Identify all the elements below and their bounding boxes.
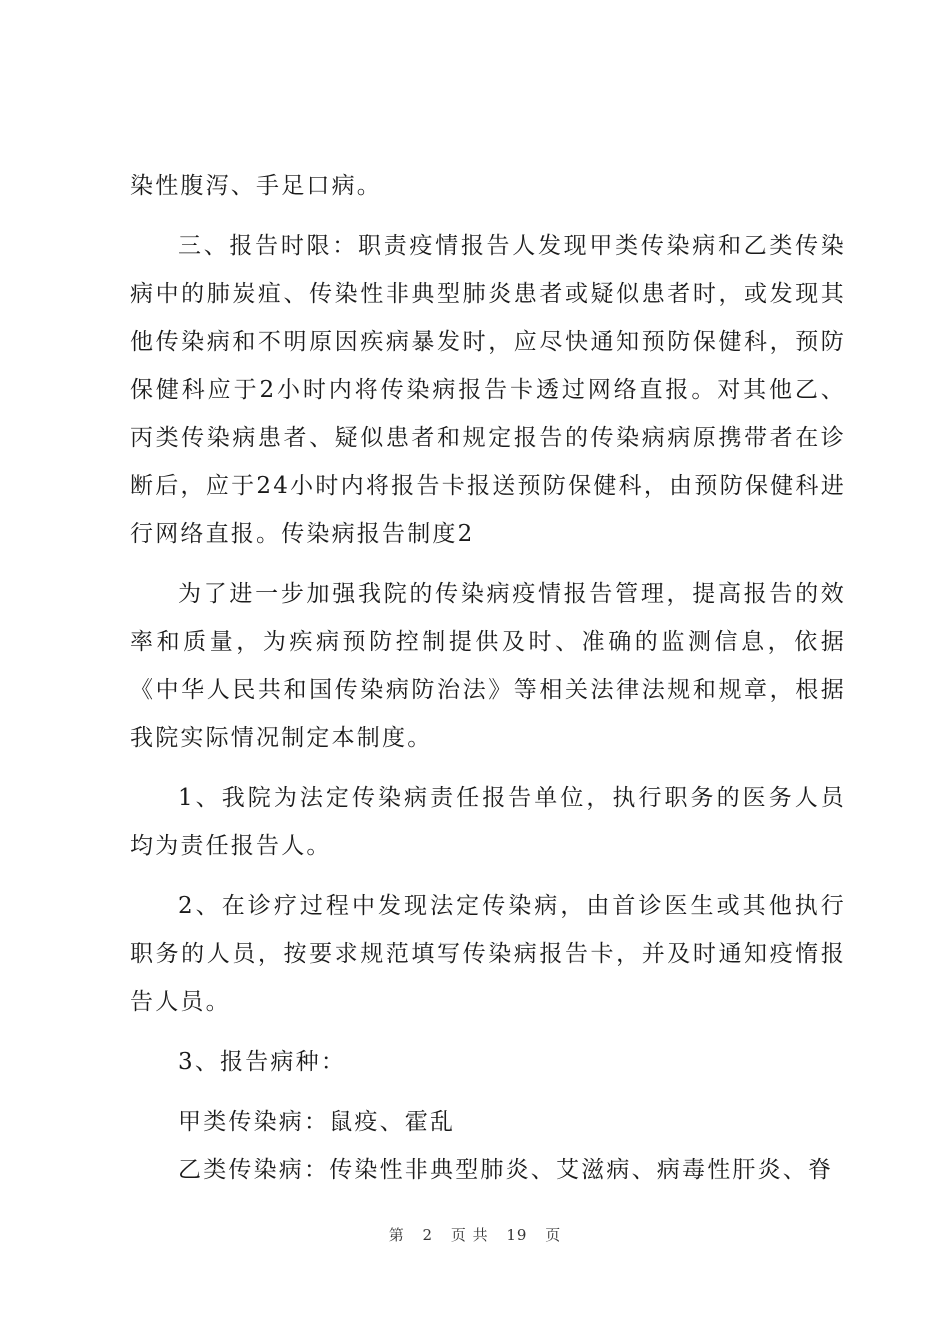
paragraph-8: 乙类传染病：传染性非典型肺炎、艾滋病、病毒性肝炎、脊 [178, 1157, 834, 1183]
paragraph-7: 甲类传染病：鼠疫、霍乱 [178, 1109, 456, 1135]
footer-current-page: 2 [422, 1226, 434, 1244]
footer-total-pages: 19 [506, 1226, 528, 1244]
paragraph-4: 1、我院为法定传染病责任报告单位，执行职务的医务人员均为责任报告人。 [130, 785, 846, 859]
paragraph-5: 2、在诊疗过程中发现法定传染病，由首诊医生或其他执行职务的人员，按要求规范填写传染病报告卡，并及时通知疫惰报告人员。 [130, 893, 846, 1015]
document-body [130, 162, 846, 1206]
paragraph-3: 为了进一步加强我院的传染病疫情报告管理，提高报告的效率和质量，为疾病预防控制提供及时、准确的监测信息，依据《中华人民共和国传染病防治法》等相关法律法规和规章，根据我院实际情况制定本制度。 [130, 581, 846, 751]
paragraph-2: 三、报告时限：职责疫情报告人发现甲类传染病和乙类传染病中的肺炭疽、传染性非典型肺炎患者或疑似患者时，或发现其他传染病和不明原因疾病暴发时，应尽快通知预防保健科，预防保健科应于2小时内将传染病报告卡透过网络直报。对其他乙、丙类传染病患者、疑似患者和规定报告的传染病病原携带者在诊断后，应于24小时内将报告卡报送预防保健科，由预防保健科进行网络直报。传染病报告制度2 [130, 233, 846, 547]
paragraph-6: 3、报告病种： [178, 1049, 347, 1075]
paragraph-1: 染性腹泻、手足口病。 [130, 173, 382, 199]
footer-label-pages: 页 [545, 1226, 562, 1244]
page-footer [0, 1224, 950, 1245]
footer-label-of: 页 共 [450, 1226, 489, 1244]
footer-label-page: 第 [388, 1226, 405, 1244]
